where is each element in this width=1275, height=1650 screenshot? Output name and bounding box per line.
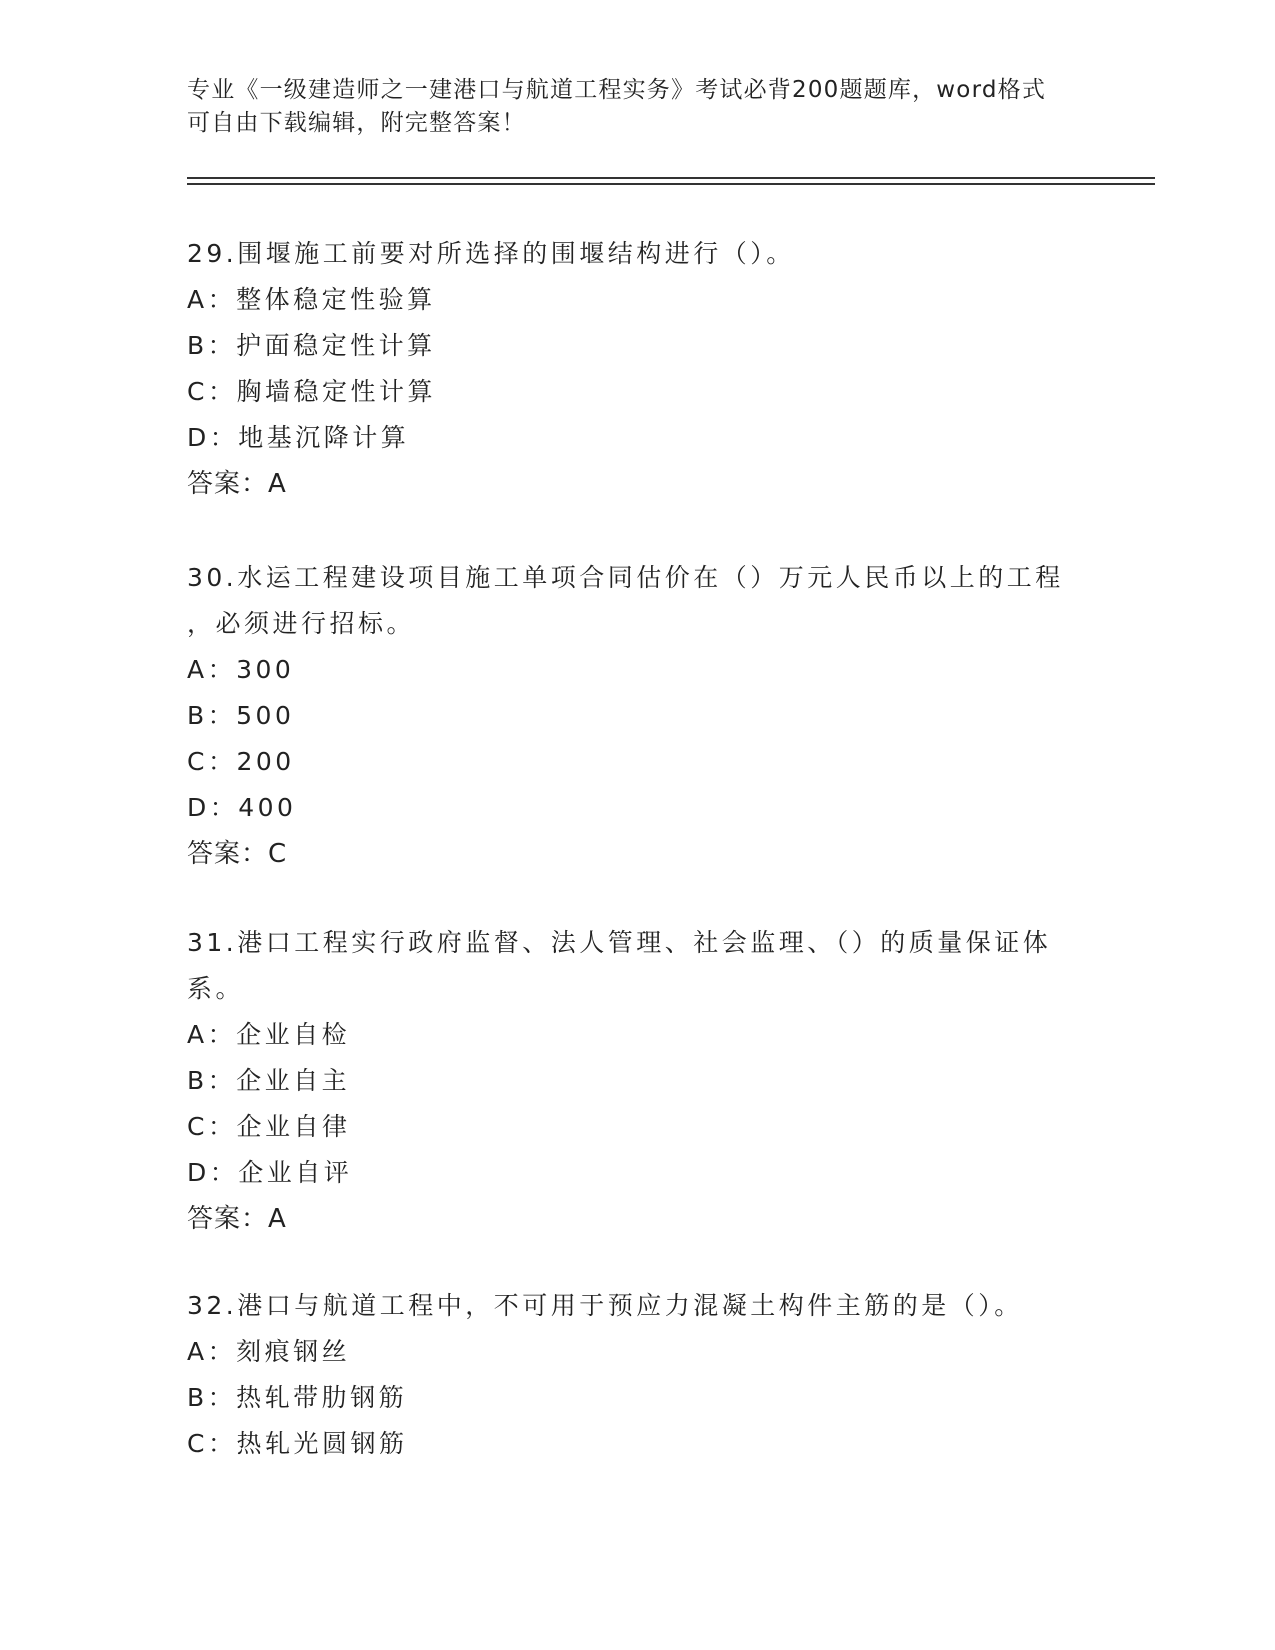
header-line-1: 专业《一级建造师之一建港口与航道工程实务》考试必背200题题库，word格式 [187,77,1047,103]
option-b: B：500 [187,701,295,730]
question-stem: 30.水运工程建设项目施工单项合同估价在（）万元人民币以上的工程 [187,563,1064,592]
option-a: A：企业自检 [187,1020,351,1049]
document-header [187,74,1067,140]
header-divider-bottom [187,183,1155,185]
option-b: B：企业自主 [187,1066,351,1095]
option-a: A：整体稳定性验算 [187,285,436,314]
question-stem-continued: 系。 [187,974,245,1003]
question-stem: 31.港口工程实行政府监督、法人管理、社会监理、（）的质量保证体 [187,928,1052,957]
answer-line: 答案：A [187,469,287,499]
question-32 [187,1283,1087,1467]
option-a: A：刻痕钢丝 [187,1337,351,1366]
answer-line: 答案：A [187,1204,287,1234]
option-b: B：热轧带肋钢筋 [187,1383,408,1412]
answer-line: 答案：C [187,839,288,869]
option-c: C：胸墙稳定性计算 [187,377,436,406]
header-divider-top [187,177,1155,179]
question-31 [187,920,1087,1242]
option-d: D：地基沉降计算 [187,423,410,452]
option-d: D：400 [187,793,297,822]
question-29 [187,231,1087,507]
question-stem: 29.围堰施工前要对所选择的围堰结构进行（）。 [187,239,795,268]
option-c: C：200 [187,747,295,776]
question-30 [187,555,1087,877]
option-c: C：热轧光圆钢筋 [187,1429,408,1458]
option-a: A：300 [187,655,295,684]
question-stem: 32.港口与航道工程中，不可用于预应力混凝土构件主筋的是（）。 [187,1291,1023,1320]
option-c: C：企业自律 [187,1112,351,1141]
option-b: B：护面稳定性计算 [187,331,436,360]
option-d: D：企业自评 [187,1158,353,1187]
question-stem-continued: ，必须进行招标。 [187,609,416,638]
header-line-2: 可自由下载编辑，附完整答案！ [187,110,526,136]
